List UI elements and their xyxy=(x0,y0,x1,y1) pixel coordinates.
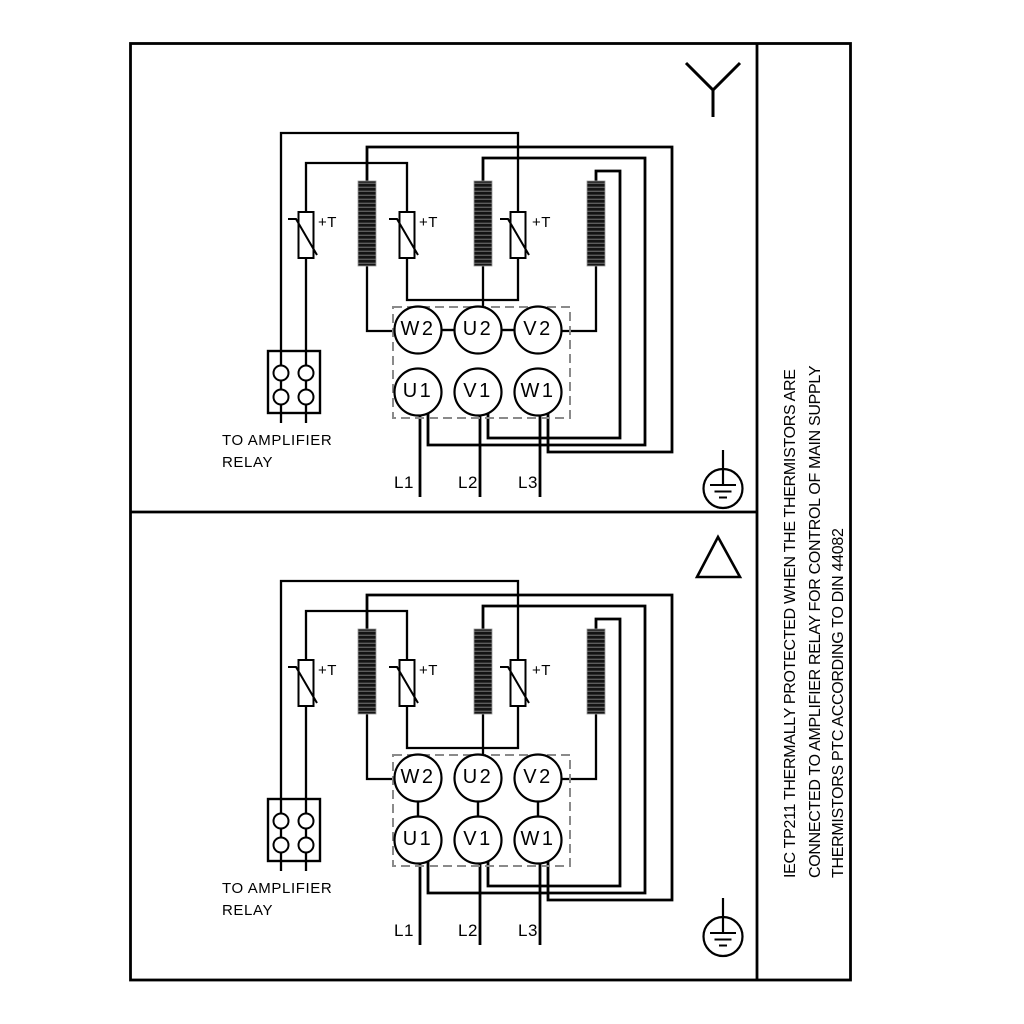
side-note-line-1: IEC TP211 THERMALLY PROTECTED WHEN THE THERMISTORS ARE xyxy=(782,369,799,878)
supply-label-L1: L1 xyxy=(394,473,414,492)
terminal-label-U1-delta: U1 xyxy=(402,828,434,851)
supply-label-L1-delta: L1 xyxy=(394,921,414,940)
terminal-label-U2: U2 xyxy=(462,318,494,341)
terminal-label-U2-delta: U2 xyxy=(462,766,494,789)
side-note-line-3: THERMISTORS PTC ACCORDING TO DIN 44082 xyxy=(830,528,847,878)
terminal-label-W1: W1 xyxy=(520,380,556,403)
star-wiring-panel xyxy=(268,133,743,508)
relay-note-line2-delta: RELAY xyxy=(222,902,274,919)
delta-connection-icon xyxy=(697,537,740,577)
delta-wiring-panel xyxy=(268,581,743,956)
supply-label-L3: L3 xyxy=(518,473,538,492)
terminal-label-V2-delta: V2 xyxy=(523,766,553,789)
terminal-label-W2-delta: W2 xyxy=(400,766,436,789)
thermistor-label-2: +T xyxy=(419,214,438,231)
terminal-label-V1: V1 xyxy=(463,380,493,403)
relay-note-line1-delta: TO AMPLIFIER xyxy=(222,880,333,897)
relay-note-line2: RELAY xyxy=(222,454,274,471)
thermistor-label-6: +T xyxy=(532,662,551,679)
supply-label-L2: L2 xyxy=(458,473,478,492)
supply-label-L2-delta: L2 xyxy=(458,921,478,940)
terminal-label-V2: V2 xyxy=(523,318,553,341)
relay-note-line1: TO AMPLIFIER xyxy=(222,432,333,449)
terminal-label-W1-delta: W1 xyxy=(520,828,556,851)
supply-label-L3-delta: L3 xyxy=(518,921,538,940)
delta-terminal-links xyxy=(418,802,538,817)
terminal-label-U1: U1 xyxy=(402,380,434,403)
thermistor-label-4: +T xyxy=(318,662,337,679)
thermistor-label-5: +T xyxy=(419,662,438,679)
terminal-label-W2: W2 xyxy=(400,318,436,341)
thermistor-label-3: +T xyxy=(532,214,551,231)
terminal-label-V1-delta: V1 xyxy=(463,828,493,851)
side-note-line-2: CONNECTED TO AMPLIFIER RELAY FOR CONTROL OF MAIN SUPPLY xyxy=(807,365,824,878)
thermistor-label-1: +T xyxy=(318,214,337,231)
star-connection-icon xyxy=(686,63,740,117)
